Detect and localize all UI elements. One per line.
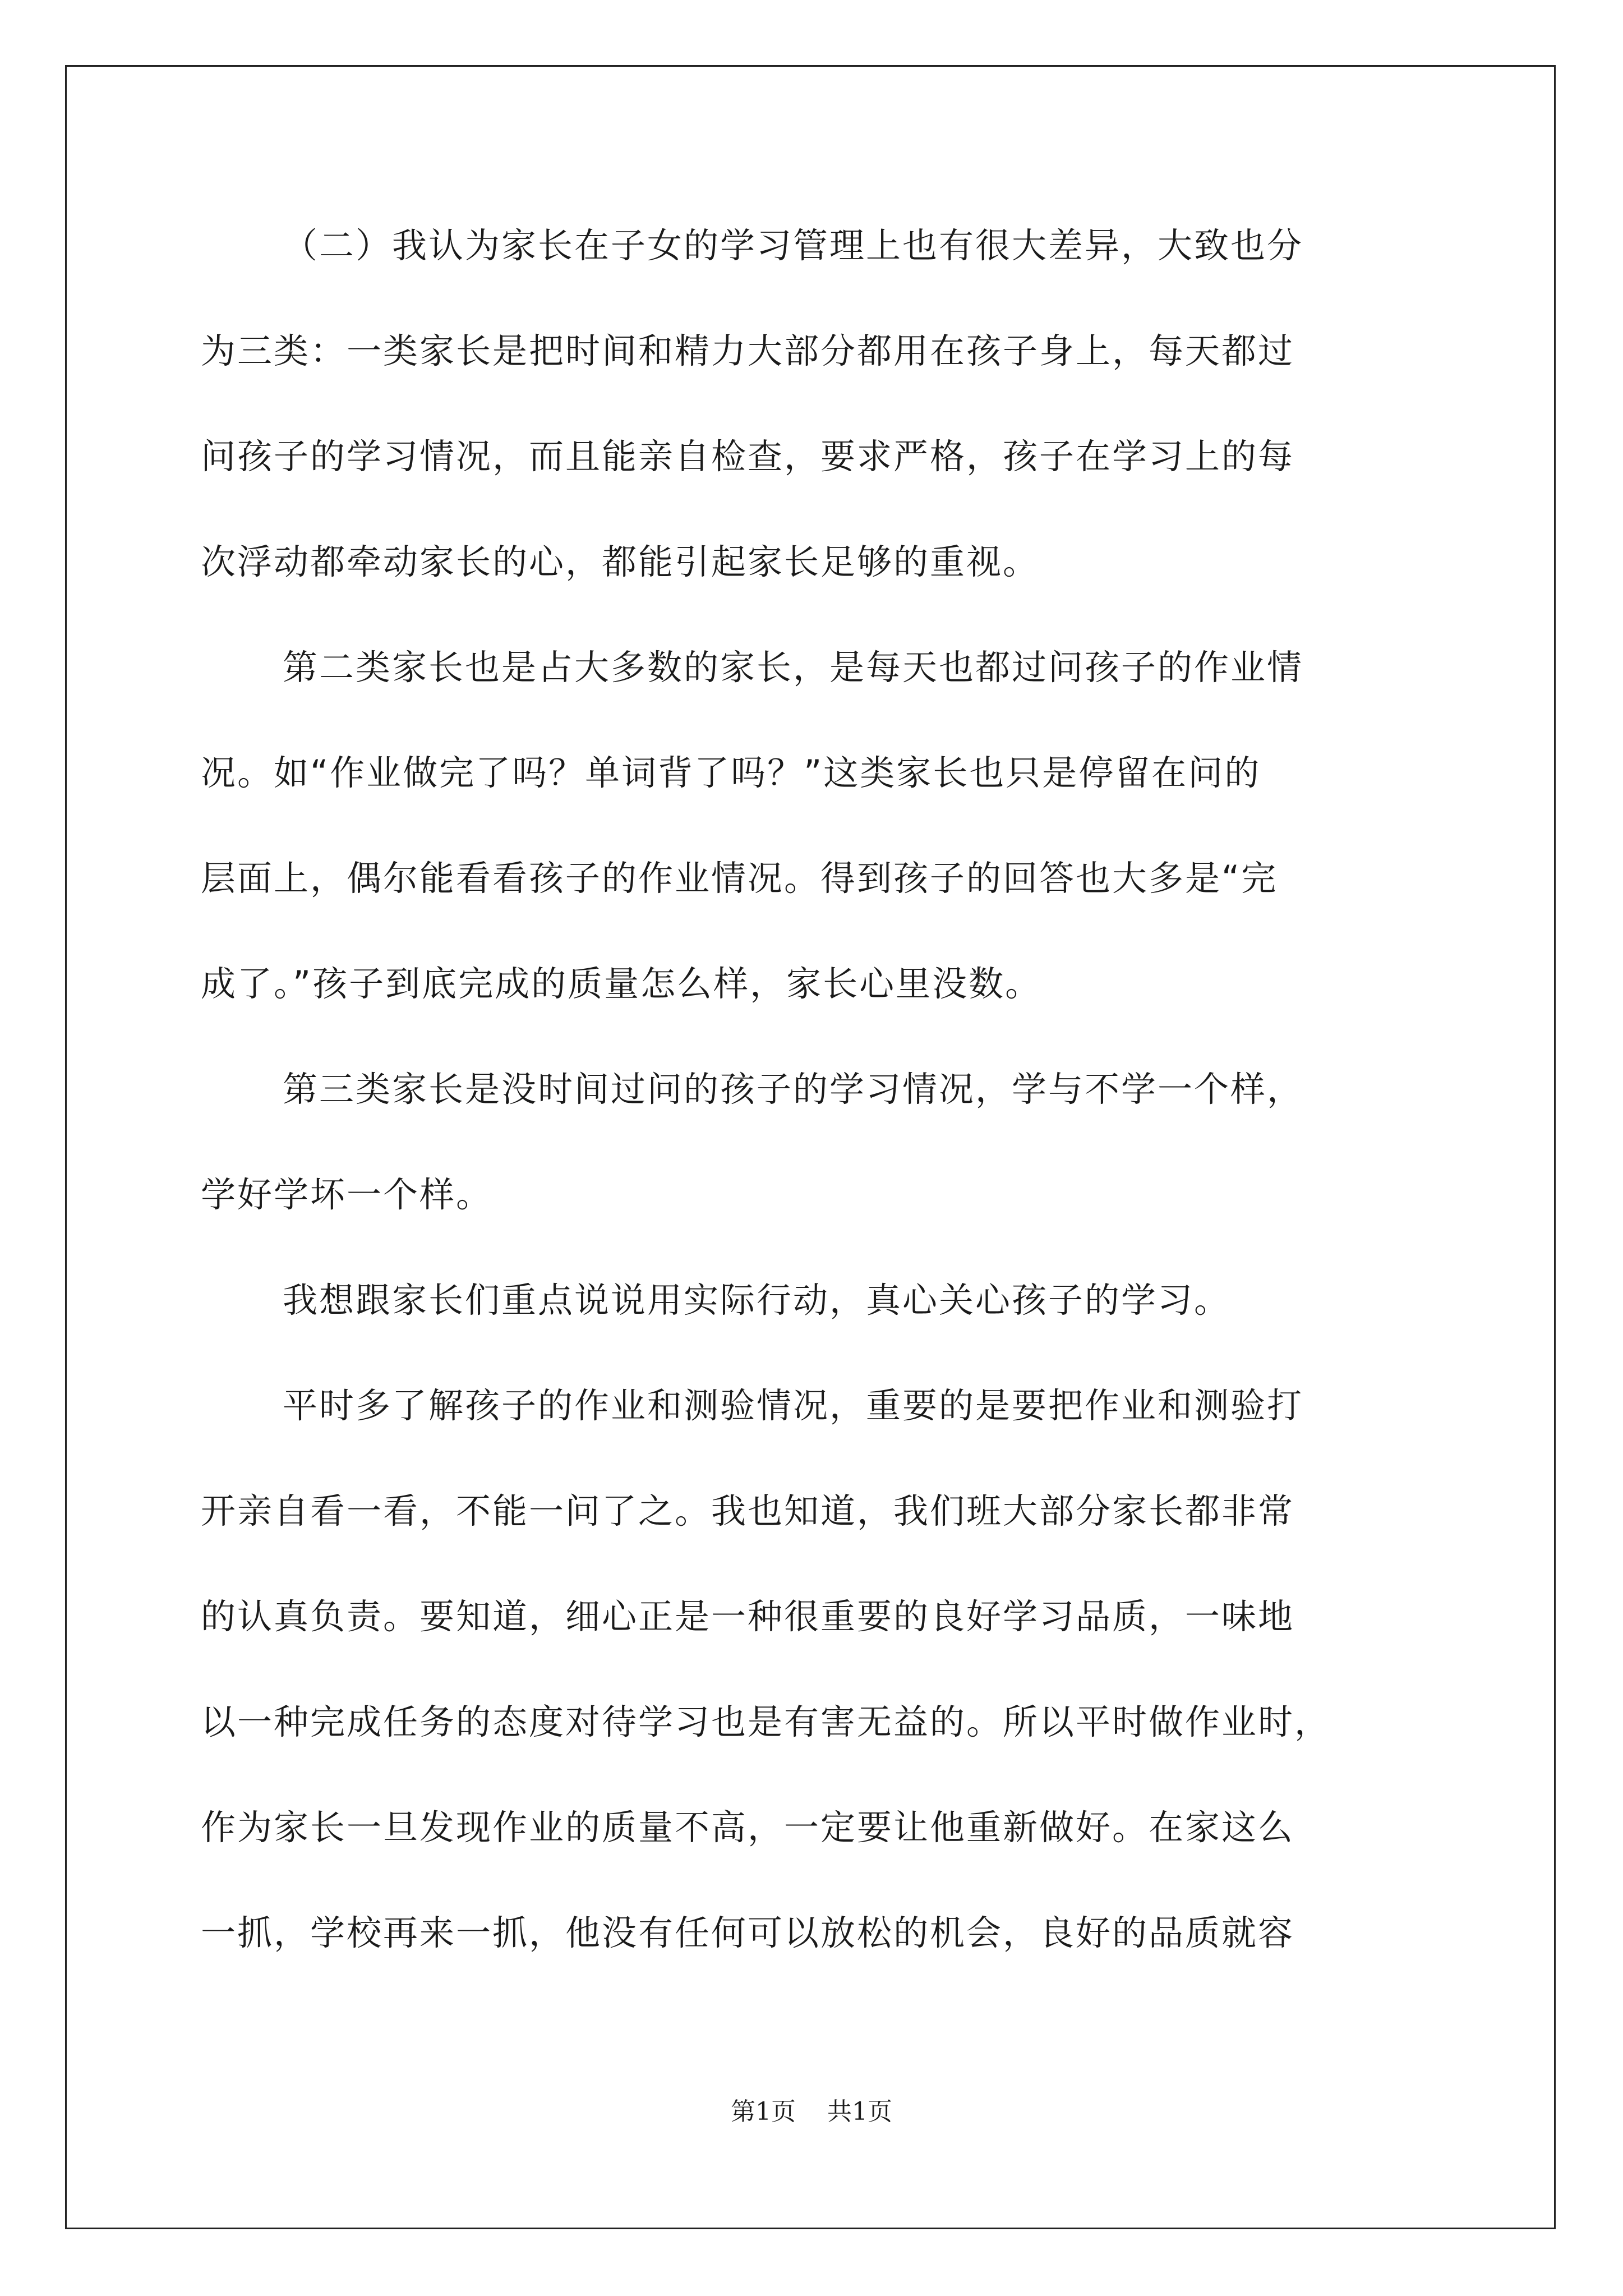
text-line: 况。如“作业做完了吗？单词背了吗？”这类家长也只是停留在问的: [201, 752, 1261, 793]
text-line: 一抓，学校再来一抓，他没有任何可以放松的机会，良好的品质就容: [201, 1912, 1295, 1953]
page-number-total: 共1页: [827, 2097, 892, 2126]
page-number-current: 第1页: [731, 2097, 796, 2126]
text-line: 以一种完成任务的态度对待学习也是有害无益的。所以平时做作业时，: [201, 1701, 1331, 1742]
text-line: （二）我认为家长在子女的学习管理上也有很大差异，大致也分: [283, 225, 1304, 266]
text-line: 问孩子的学习情况，而且能亲自检查，要求严格，孩子在学习上的每: [201, 436, 1295, 477]
text-line: 我想跟家长们重点说说用实际行动，真心关心孩子的学习。: [283, 1280, 1231, 1320]
text-line: 为三类：一类家长是把时间和精力大部分都用在孩子身上，每天都过: [201, 330, 1295, 371]
text-line: 成了。”孩子到底完成的质量怎么样，家长心里没数。: [201, 963, 1042, 1004]
text-line: 第二类家长也是占大多数的家长，是每天也都过问孩子的作业情: [283, 647, 1304, 688]
text-line: 作为家长一旦发现作业的质量不高，一定要让他重新做好。在家这么: [201, 1807, 1295, 1848]
text-line: 层面上，偶尔能看看孩子的作业情况。得到孩子的回答也大多是“完: [201, 858, 1278, 899]
page-footer: [0, 2098, 1623, 2126]
text-line: 第三类家长是没时间过问的孩子的学习情况，学与不学一个样，: [283, 1069, 1304, 1110]
text-line: 平时多了解孩子的作业和测验情况，重要的是要把作业和测验打: [283, 1385, 1304, 1426]
text-line: 学好学坏一个样。: [201, 1174, 493, 1215]
text-line: 次浮动都牵动家长的心，都能引起家长足够的重视。: [201, 541, 1040, 582]
text-line: 的认真负责。要知道，细心正是一种很重要的良好学习品质，一味地: [201, 1596, 1295, 1637]
text-line: 开亲自看一看，不能一问了之。我也知道，我们班大部分家长都非常: [201, 1490, 1295, 1531]
document-body: [201, 218, 1435, 2010]
